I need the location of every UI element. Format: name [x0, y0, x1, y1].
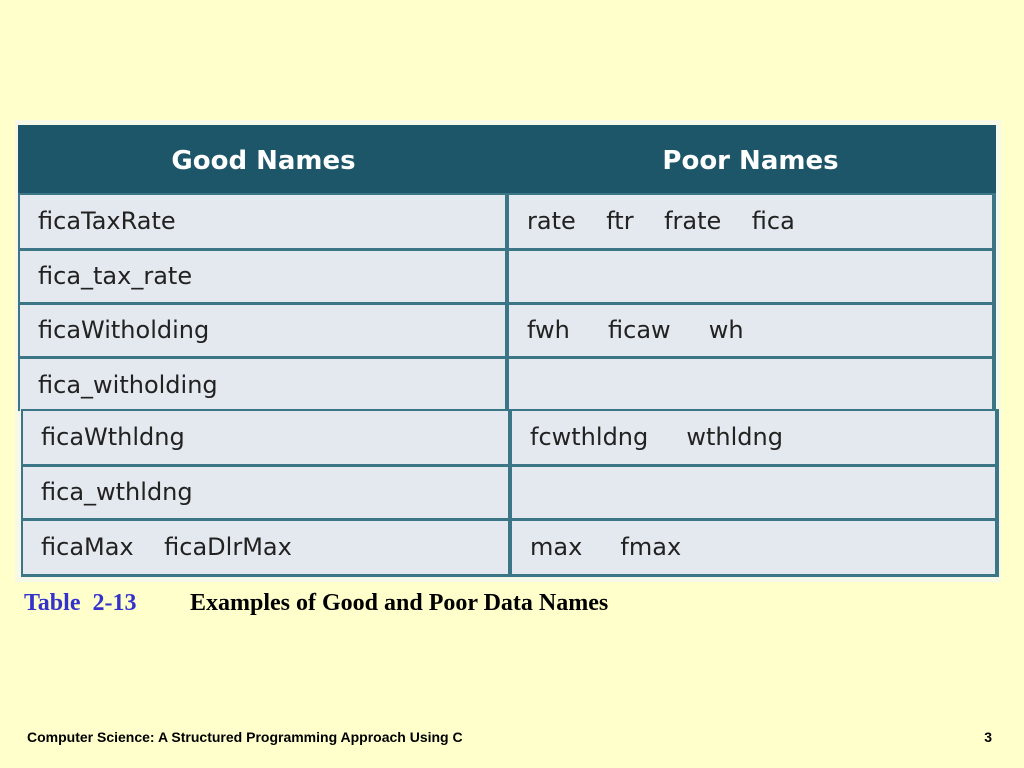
- good-name-cell: fica_tax_rate: [20, 251, 505, 302]
- caption-table-number: Table 2-13: [24, 590, 137, 616]
- good-name-cell: ficaMax ficaDlrMax: [23, 521, 508, 574]
- names-table-top: [18, 125, 996, 411]
- caption-title: Examples of Good and Poor Data Names: [190, 590, 609, 616]
- good-name-cell: fica_witholding: [20, 359, 505, 411]
- good-name-cell: fica_wthldng: [23, 467, 508, 518]
- poor-name-cell: rate ftr frate fica: [509, 195, 992, 248]
- good-name-cell: ficaWitholding: [20, 305, 505, 356]
- header-poor-names: Poor Names: [662, 146, 839, 176]
- header-good-names: Good Names: [171, 146, 356, 176]
- names-table-bottom: [21, 409, 999, 577]
- poor-name-cell: [512, 467, 995, 518]
- poor-name-cell: [509, 251, 992, 302]
- table-header: [18, 125, 996, 193]
- footer-page-number: 3: [984, 729, 992, 745]
- poor-name-cell: fwh ficaw wh: [509, 305, 992, 356]
- poor-name-cell: max fmax: [512, 521, 995, 574]
- good-name-cell: ficaWthldng: [23, 411, 508, 464]
- poor-name-cell: fcwthldng wthldng: [512, 411, 995, 464]
- footer-course-title: Computer Science: A Structured Programming Approach Using C: [27, 729, 463, 745]
- table-caption: [24, 590, 609, 620]
- poor-name-cell: [509, 359, 992, 411]
- good-name-cell: ficaTaxRate: [20, 195, 505, 248]
